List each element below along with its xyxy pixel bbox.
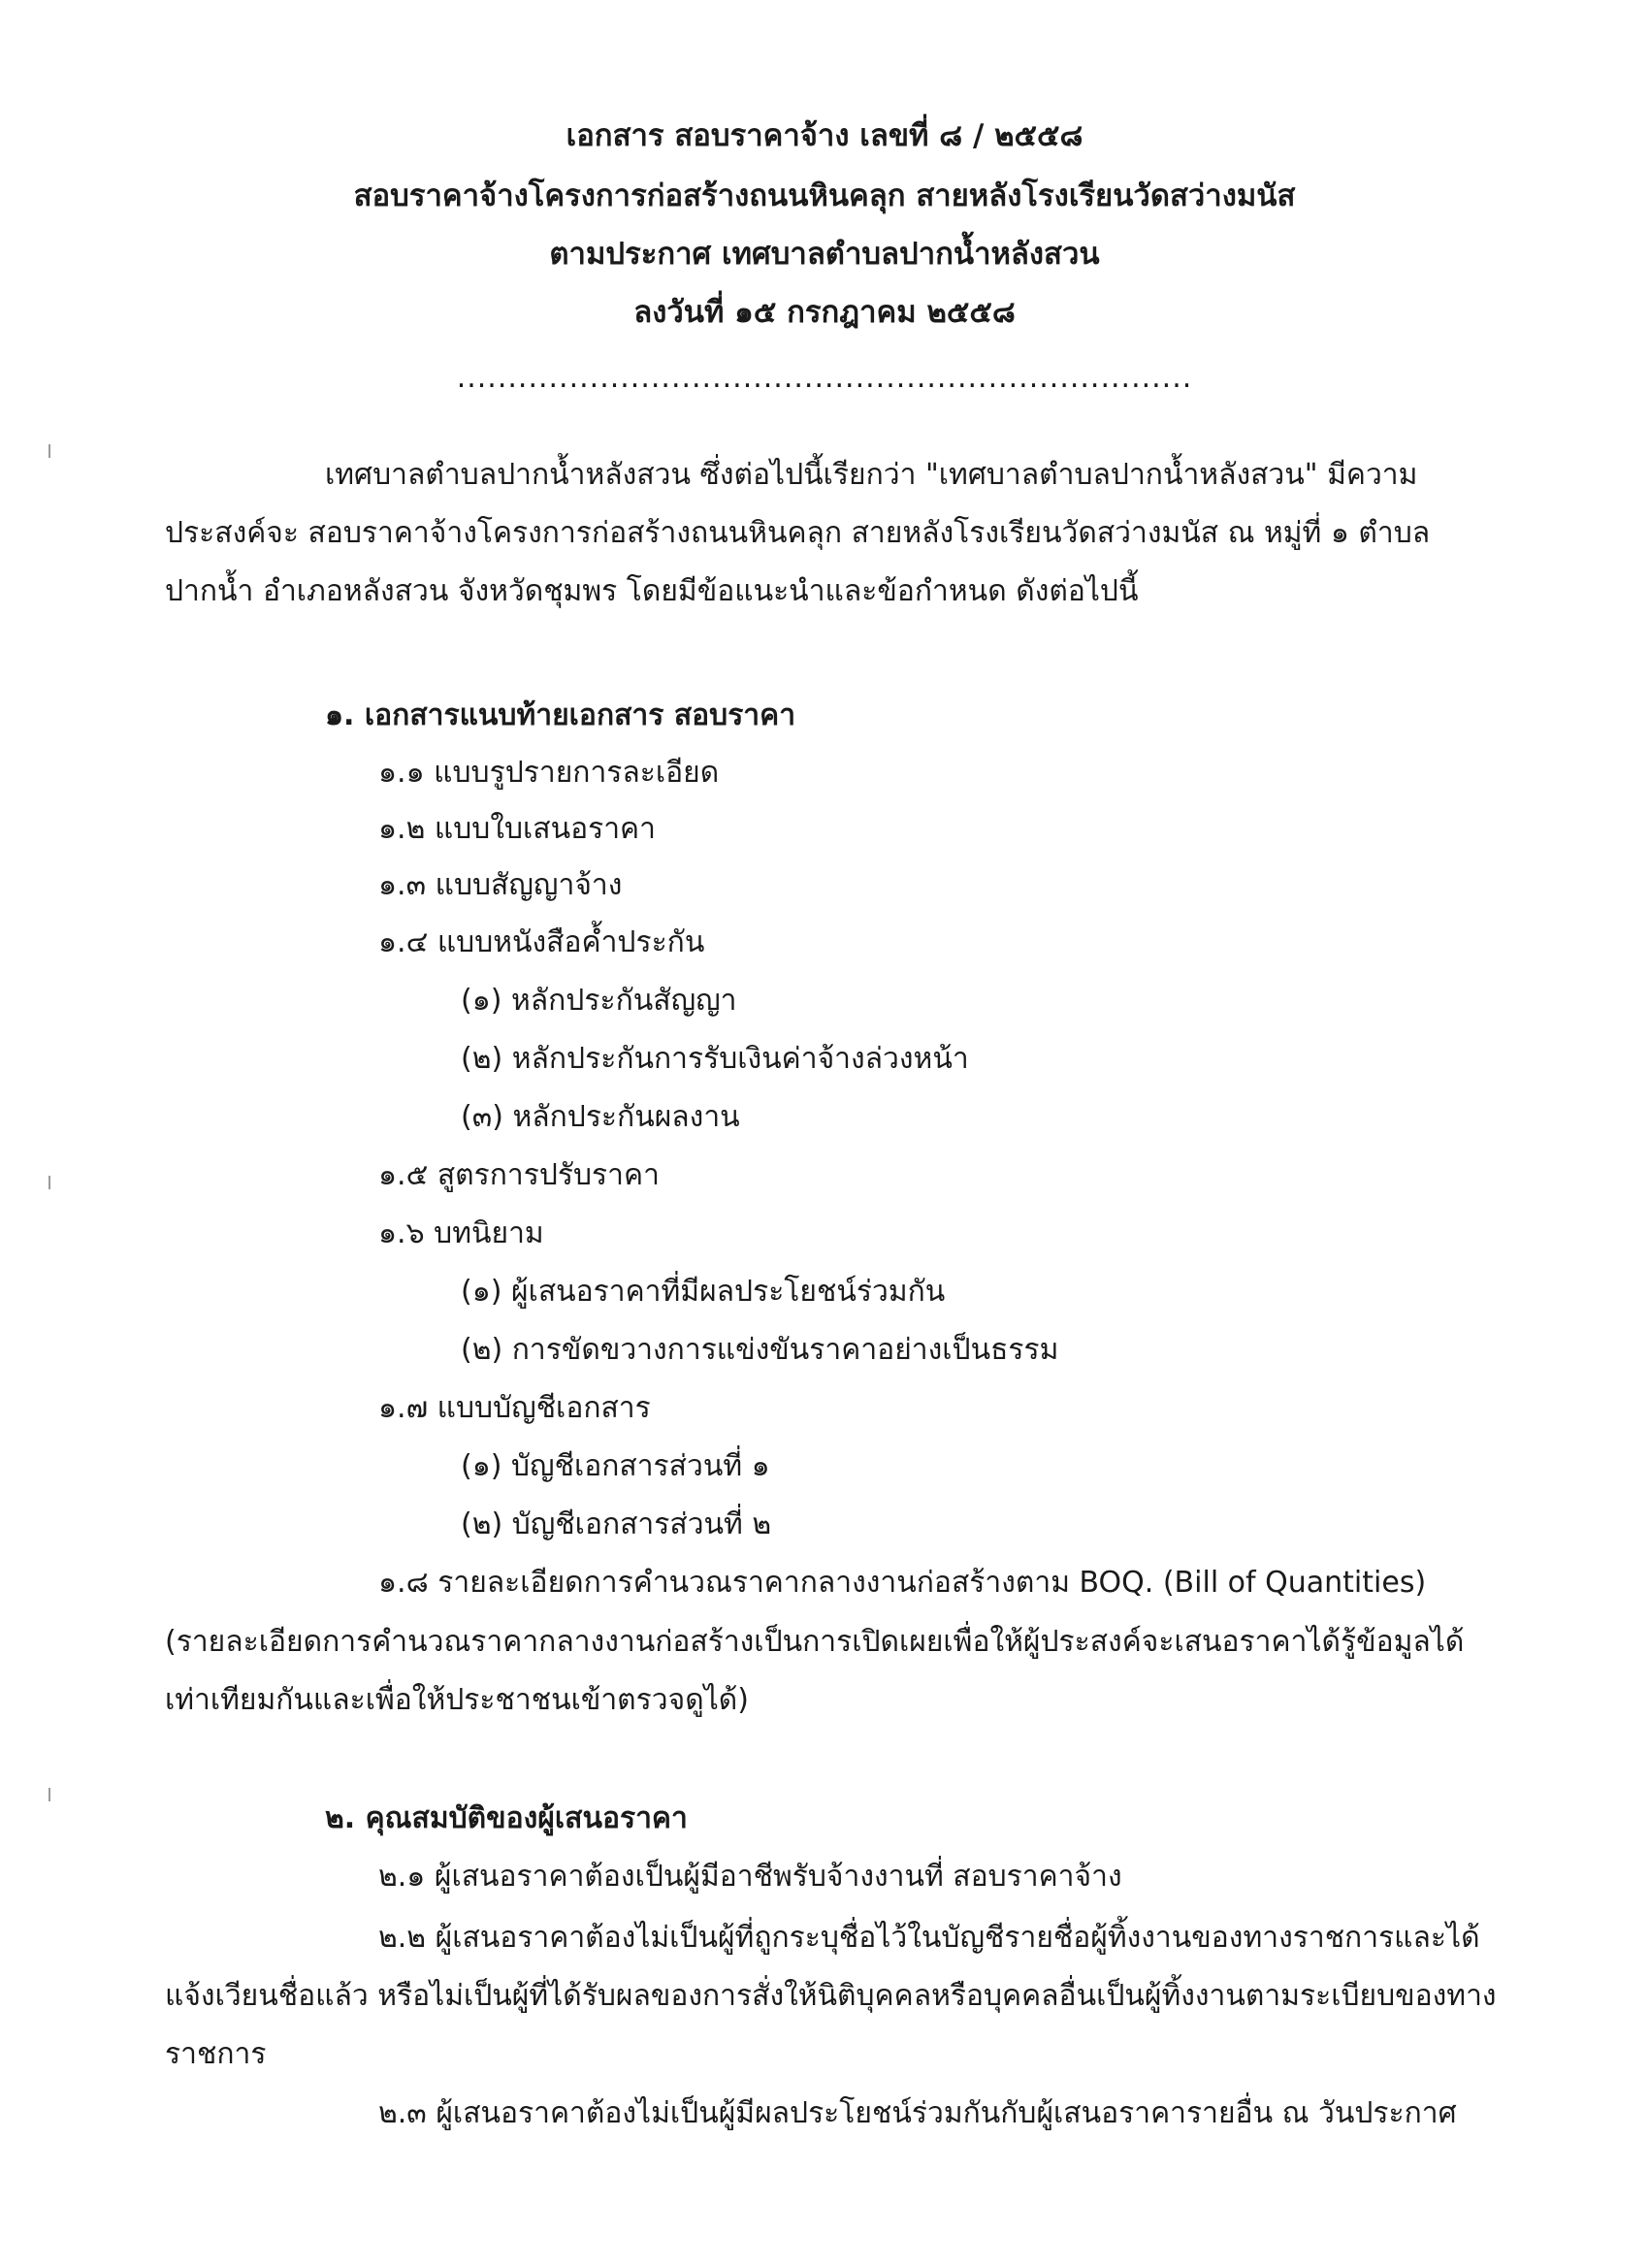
item-1-8: ๑.๘ รายละเอียดการคำนวณราคากลางงานก่อสร้างตาม BOQ. (Bill of Quantities)	[378, 1566, 1427, 1600]
item-1-4-1: (๑) หลักประกันสัญญา	[461, 984, 737, 1018]
date-line: ลงวันที่ ๑๕ กรกฎาคม ๒๕๕๘	[633, 295, 1016, 330]
document-title: เอกสาร สอบราคาจ้าง เลขที่ ๘ / ๒๕๕๘	[566, 118, 1083, 153]
intro-line-2: ประสงค์จะ สอบราคาจ้างโครงการก่อสร้างถนนหินคลุก สายหลังโรงเรียนวัดสว่างมนัส ณ หมู่ที่ ๑ ตำบล	[165, 516, 1431, 550]
section-1-heading: ๑. เอกสารแนบท้ายเอกสาร สอบราคา	[325, 698, 796, 732]
item-1-7: ๑.๗ แบบบัญชีเอกสาร	[378, 1391, 651, 1425]
item-2-2-line-3: ราชการ	[165, 2037, 267, 2071]
item-1-8-note-2: เท่าเทียมกันและเพื่อให้ประชาชนเข้าตรวจดูได้)	[165, 1683, 749, 1717]
item-1-4-2: (๒) หลักประกันการรับเงินค่าจ้างล่วงหน้า	[461, 1042, 969, 1076]
item-1-6: ๑.๖ บทนิยาม	[378, 1216, 544, 1250]
item-1-6-1: (๑) ผู้เสนอราคาที่มีผลประโยชน์ร่วมกัน	[461, 1275, 946, 1309]
item-1-4: ๑.๔ แบบหนังสือค้ำประกัน	[378, 925, 705, 959]
item-1-4-3: (๓) หลักประกันผลงาน	[461, 1100, 740, 1134]
scan-edge-mark	[48, 1176, 50, 1189]
item-1-1: ๑.๑ แบบรูปรายการละเอียด	[378, 756, 720, 790]
announcement-line: ตามประกาศ เทศบาลตำบลปากน้ำหลังสวน	[549, 237, 1100, 272]
dotted-separator: ........................................................................	[456, 361, 1193, 395]
scan-edge-mark	[48, 444, 50, 458]
item-1-7-2: (๒) บัญชีเอกสารส่วนที่ ๒	[461, 1507, 772, 1541]
project-title: สอบราคาจ้างโครงการก่อสร้างถนนหินคลุก สายหลังโรงเรียนวัดสว่างมนัส	[353, 178, 1296, 213]
intro-line-3: ปากน้ำ อำเภอหลังสวน จังหวัดชุมพร โดยมีข้อแนะนำและข้อกำหนด ดังต่อไปนี้	[165, 574, 1139, 608]
item-1-8-note-1: (รายละเอียดการคำนวณราคากลางงานก่อสร้างเป็นการเปิดเผยเพื่อให้ผู้ประสงค์จะเสนอราคาได้รู้ข้อมูลได้	[165, 1625, 1465, 1659]
section-2-heading: ๒. คุณสมบัติของผู้เสนอราคา	[325, 1801, 688, 1835]
intro-line-1: เทศบาลตำบลปากน้ำหลังสวน ซึ่งต่อไปนี้เรียกว่า "เทศบาลตำบลปากน้ำหลังสวน" มีความ	[325, 458, 1418, 492]
item-1-3: ๑.๓ แบบสัญญาจ้าง	[378, 868, 623, 902]
item-2-1: ๒.๑ ผู้เสนอราคาต้องเป็นผู้มีอาชีพรับจ้างงานที่ สอบราคาจ้าง	[378, 1860, 1122, 1894]
scan-edge-mark	[48, 1788, 50, 1801]
item-2-2-line-2: แจ้งเวียนชื่อแล้ว หรือไม่เป็นผู้ที่ได้รับผลของการสั่งให้นิติบุคคลหรือบุคคลอื่นเป็นผู้ทิ้งงานตามระเบียบของทาง	[165, 1979, 1497, 2013]
item-1-5: ๑.๕ สูตรการปรับราคา	[378, 1158, 660, 1192]
item-2-3-line-1: ๒.๓ ผู้เสนอราคาต้องไม่เป็นผู้มีผลประโยชน์ร่วมกันกับผู้เสนอราคารายอื่น ณ วันประกาศ	[378, 2096, 1457, 2130]
item-1-7-1: (๑) บัญชีเอกสารส่วนที่ ๑	[461, 1449, 770, 1483]
item-1-2: ๑.๒ แบบใบเสนอราคา	[378, 812, 656, 846]
item-2-2-line-1: ๒.๒ ผู้เสนอราคาต้องไม่เป็นผู้ที่ถูกระบุชื่อไว้ในบัญชีรายชื่อผู้ทิ้งงานของทางราชการและได้	[378, 1921, 1480, 1955]
item-1-6-2: (๒) การขัดขวางการแข่งขันราคาอย่างเป็นธรรม	[461, 1333, 1059, 1367]
